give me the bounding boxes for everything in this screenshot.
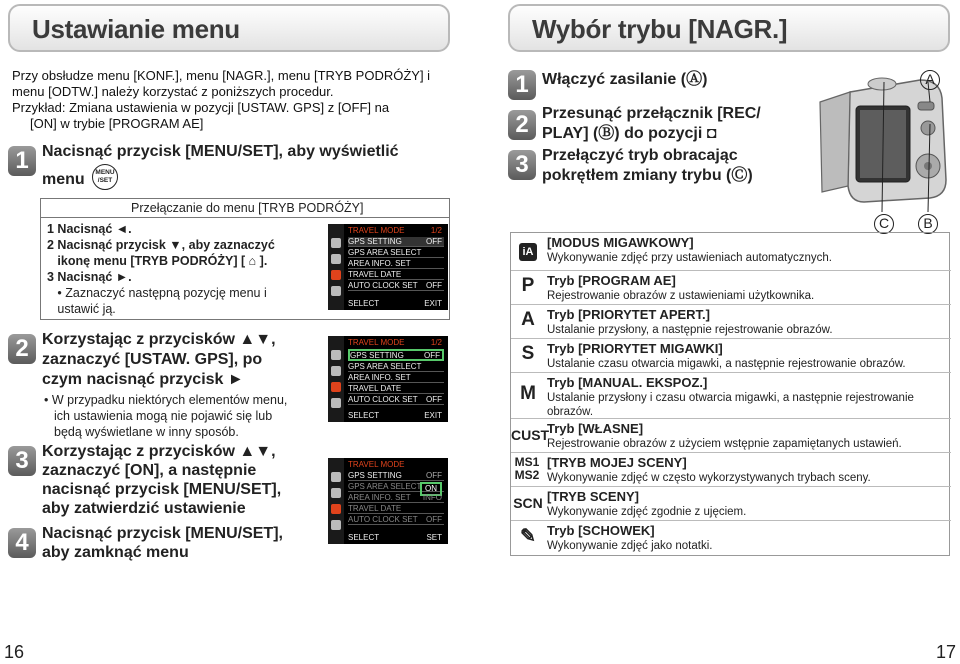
mode-row-aperture: A Tryb [PRIORYTET APERT.] Ustalanie przysłony, a następnie rejestrowanie obrazów. xyxy=(511,305,951,339)
mode-row-scene: SCN [TRYB SCENY] Wykonywanie zdjęć zgodnie z ujęciem. xyxy=(511,487,951,521)
mode-row-shutter: S Tryb [PRIORYTET MIGAWKI] Ustalanie czasu otwarcia migawki, a następnie rejestrowanie obrazów. xyxy=(511,339,951,373)
menu-set-icon-label-1: MENU xyxy=(95,169,115,176)
step4-line-2: aby zamknąć menu xyxy=(42,544,189,561)
step2-note-1: • W przypadku niektórych elementów menu, xyxy=(44,393,288,407)
callout-b: B xyxy=(918,214,938,234)
page-number-left: 16 xyxy=(4,642,25,662)
lcd-screen-3: TRAVEL MODE GPS SETTING OFF GPS AREA SELECT ON AREA INFO. SET INFO TRAVEL DATE AUTO CLOCK SET OFF SELECT SET xyxy=(328,458,448,544)
lcd-screen-2: TRAVEL MODE 1/2 GPS SETTING OFF GPS AREA SELECT AREA INFO. SET TRAVEL DATE AUTO CLOCK SET OFF SELECT EXIT xyxy=(328,336,448,422)
step3-line-4: aby zatwierdzić ustawienie xyxy=(42,500,246,517)
modes-table xyxy=(510,232,950,556)
my-scene-icon: MS1 MS2 xyxy=(514,455,540,482)
intelligent-auto-icon: iA xyxy=(519,243,537,261)
step4-number: 4 xyxy=(8,528,36,558)
travel-item-6: ustawić ją. xyxy=(47,302,116,316)
left-header xyxy=(8,4,450,52)
clipboard-icon: ✎ xyxy=(520,526,536,547)
step2-note-2: ich ustawienia mogą nie pojawić się lub xyxy=(54,409,273,423)
left-header-title: Ustawianie menu xyxy=(32,14,240,44)
intro-line-4: [ON] w trybie [PROGRAM AE] xyxy=(30,116,204,131)
step2-note-3: będą wyświetlane w inny sposób. xyxy=(54,425,239,439)
menu-set-icon-label-2: /SET xyxy=(97,177,113,184)
right-step1-number: 1 xyxy=(508,70,536,100)
right-step3-line-1: Przełączyć tryb obracając xyxy=(542,147,738,164)
step4-line-1: Nacisnąć przycisk [MENU/SET], xyxy=(42,525,283,542)
right-step1-line-1: Włączyć zasilanie (Ⓐ) xyxy=(542,71,708,88)
travel-item-5: • Zaznaczyć następną pozycję menu i xyxy=(47,286,267,300)
travel-item-2: 2 Nacisnąć przycisk ▼, aby zaznaczyć xyxy=(47,238,275,252)
right-step2-line-1: Przesunąć przełącznik [REC/ xyxy=(542,105,761,122)
travel-item-3: ikonę menu [TRYB PODRÓŻY] [ ⌂ ]. xyxy=(47,254,268,268)
intro-line-1: Przy obsłudze menu [KONF.], menu [NAGR.], menu [TRYB PODRÓŻY] i xyxy=(12,68,431,83)
page-number-right: 17 xyxy=(936,642,957,662)
shutter-icon: S xyxy=(521,343,535,364)
mode-row-program-ae: P Tryb [PROGRAM AE] Rejestrowanie obrazów z ustawieniami użytkownika. xyxy=(511,271,951,305)
callout-c: C xyxy=(874,214,894,234)
travel-item-4: 3 Nacisnąć ►. xyxy=(47,270,132,284)
mode-row-my-scene: MS1 MS2 [TRYB MOJEJ SCENY] Wykonywanie zdjęć w często wykorzystywanych trybach sceny. xyxy=(511,453,951,487)
mode-row-clipboard: ✎ Tryb [SCHOWEK] Wykonywanie zdjęć jako notatki. xyxy=(511,521,951,557)
right-header xyxy=(508,4,950,52)
right-step2-number: 2 xyxy=(508,110,536,140)
intro-line-3: Przykład: Zmiana ustawienia w pozycji [USTAW. GPS] z [OFF] na xyxy=(12,100,390,115)
step1-line-2: menu xyxy=(42,171,85,188)
mode-row-manual: M Tryb [MANUAL. EKSPOZ.] Ustalanie przysłony i czasu otwarcia migawki, a następnie rejestrowanie obrazów. xyxy=(511,373,951,419)
step3-number: 3 xyxy=(8,446,36,476)
scene-icon: SCN xyxy=(513,495,543,511)
manual-icon: M xyxy=(520,383,536,404)
custom-icon: CUST xyxy=(511,427,550,443)
step3-line-1: Korzystając z przycisków ▲▼, xyxy=(42,443,276,460)
step2-number: 2 xyxy=(8,334,36,364)
right-header-title: Wybór trybu [NAGR.] xyxy=(532,14,788,44)
step3-line-2: zaznaczyć [ON], a następnie xyxy=(42,462,257,479)
intro-line-2: menu [ODTW.] należy korzystać z poniższych procedur. xyxy=(12,84,334,99)
menu-set-button-icon xyxy=(92,164,118,190)
right-step3-line-2: pokrętłem zmiany trybu (Ⓒ) xyxy=(542,167,753,184)
mode-row-custom: CUST Tryb [WŁASNE] Rejestrowanie obrazów z użyciem wstępnie zapamiętanych ustawień. xyxy=(511,419,951,453)
step1-number: 1 xyxy=(8,146,36,176)
step3-line-3: nacisnąć przycisk [MENU/SET], xyxy=(42,481,282,498)
lcd1-title: TRAVEL MODE 1/2 xyxy=(348,226,442,235)
step2-line-2: zaznaczyć [USTAW. GPS], po xyxy=(42,351,263,368)
aperture-icon: A xyxy=(521,309,535,330)
step2-line-3: czym nacisnąć przycisk ► xyxy=(42,371,244,388)
travel-box-title: Przełączanie do menu [TRYB PODRÓŻY] xyxy=(131,201,364,215)
program-icon: P xyxy=(521,275,535,296)
callout-a: A xyxy=(920,70,940,90)
right-step3-number: 3 xyxy=(508,150,536,180)
step2-line-1: Korzystając z przycisków ▲▼, xyxy=(42,331,276,348)
step1-line-1: Nacisnąć przycisk [MENU/SET], aby wyświetlić xyxy=(42,143,399,160)
lcd-screen-1: TRAVEL MODE 1/2 GPS SETTING OFF GPS AREA SELECT AREA INFO. SET TRAVEL DATE AUTO CLOCK SET OFF SELECT EXIT xyxy=(328,224,448,310)
mode-row-intelligent-auto: iA [MODUS MIGAWKOWY] Wykonywanie zdjęć przy ustawieniach automatycznych. xyxy=(511,233,951,271)
travel-item-1: 1 Nacisnąć ◄. xyxy=(47,222,132,236)
right-step2-line-2: PLAY] (Ⓑ) do pozycji ◘ xyxy=(542,125,717,142)
